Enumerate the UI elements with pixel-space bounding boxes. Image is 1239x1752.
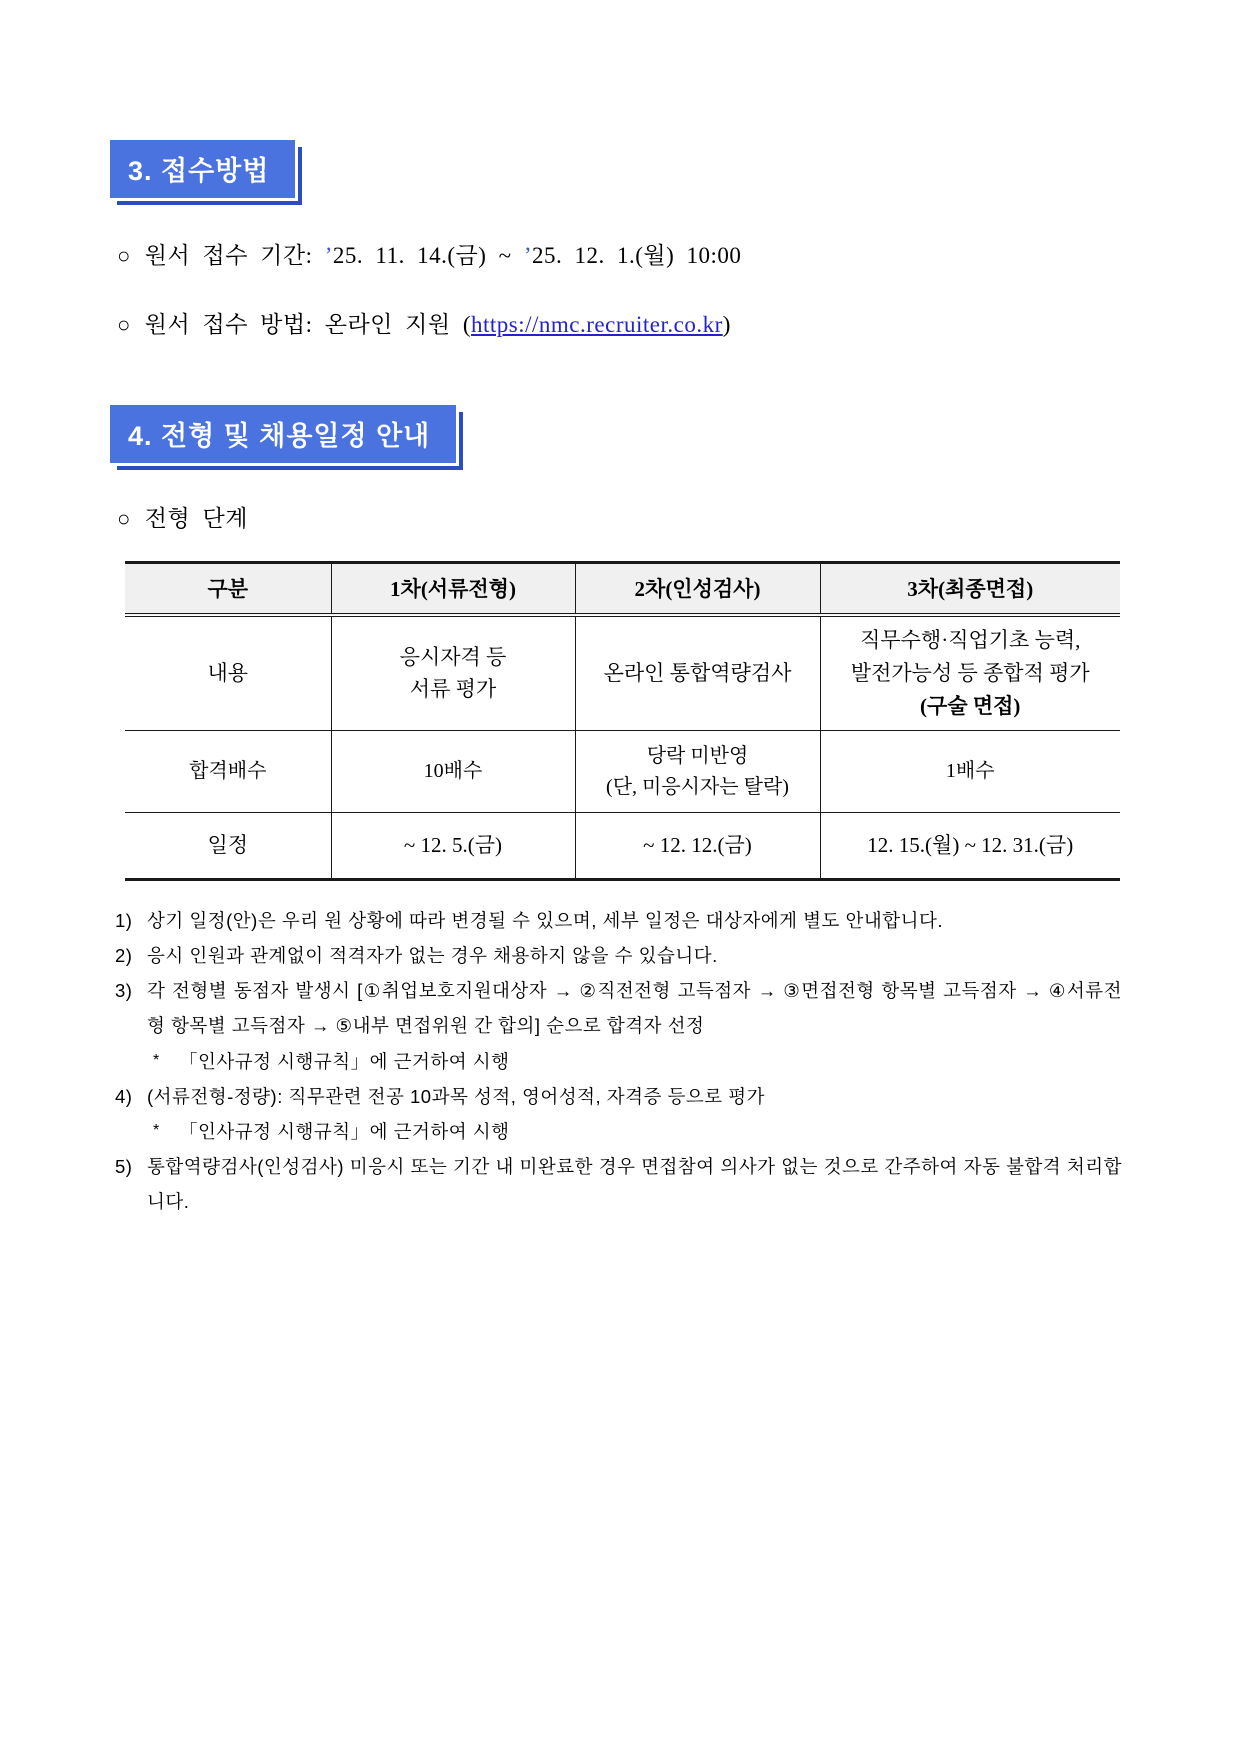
- apostrophe: ’: [523, 243, 532, 268]
- table-row-schedule: [125, 813, 1120, 880]
- column-header-round2: 2차(인성검사): [575, 563, 820, 615]
- section-3-title: 3. 접수방법: [128, 156, 270, 186]
- footnote-3-sub: [153, 1044, 1122, 1079]
- footnote-text: 각 전형별 동점자 발생시 [①취업보호지원대상자 → ②직전전형 고득점자 → ③면접전형 항목별 고득점자 → ④서류전형 항목별 고득점자 → ⑤내부 면접위원 간 합의] 순으로 합격자 선정: [147, 980, 1122, 1037]
- footnote-5: [115, 1149, 1122, 1219]
- section-4-title-box: [110, 405, 456, 463]
- footnote-marker: 3): [115, 980, 133, 1002]
- selection-stage-text: 전형 단계: [144, 506, 248, 531]
- row-label: 내용: [125, 615, 331, 731]
- apostrophe: ’: [324, 243, 333, 268]
- footnote-marker: 2): [115, 945, 133, 967]
- footnotes-block: [115, 903, 1122, 1219]
- selection-stage-line: [117, 500, 1122, 533]
- circle-bullet-icon: ○: [117, 243, 131, 268]
- column-header-category: 구분: [125, 563, 331, 615]
- footnote-3: [115, 973, 1122, 1043]
- section-3-title-box: [110, 140, 295, 198]
- footnote-2: [115, 938, 1122, 973]
- content-round2-cell: 온라인 통합역량검사: [575, 615, 820, 731]
- column-header-round3: 3차(최종면접): [820, 563, 1120, 615]
- footnote-text: (서류전형-정량): 직무관련 전공 10과목 성적, 영어성적, 자격증 등으로 평가: [147, 1085, 765, 1107]
- ratio-round1-cell: 10배수: [331, 731, 575, 813]
- ratio-round3-cell: 1배수: [820, 731, 1120, 813]
- ratio-round2-cell: 당락 미반영 (단, 미응시자는 탈락): [575, 731, 820, 813]
- footnote-marker: 5): [115, 1155, 133, 1177]
- application-period-text: 원서 접수 기간: ’25. 11. 14.(금) ~ ’25. 12. 1.(월) 10:00: [144, 243, 742, 268]
- footnote-1: [115, 903, 1122, 938]
- table-row-content: [125, 615, 1120, 731]
- footnote-sub-text: 「인사규정 시행규칙」에 근거하여 시행: [179, 1120, 510, 1142]
- footnote-marker: 4): [115, 1085, 133, 1107]
- content-round1-cell: 응시자격 등 서류 평가: [331, 615, 575, 731]
- column-header-round1: 1차(서류전형): [331, 563, 575, 615]
- selection-schedule-table: [125, 561, 1120, 881]
- footnote-4: [115, 1079, 1122, 1114]
- footnote-sub-text: 「인사규정 시행규칙」에 근거하여 시행: [179, 1050, 510, 1072]
- schedule-round1-cell: ~ 12. 5.(금): [331, 813, 575, 880]
- circle-bullet-icon: ○: [117, 312, 131, 337]
- section-4-title: 4. 전형 및 채용일정 안내: [128, 421, 431, 451]
- star-marker: *: [153, 1121, 160, 1139]
- footnote-4-sub: [153, 1114, 1122, 1149]
- row-label: 일정: [125, 813, 331, 880]
- footnote-text: 상기 일정(안)은 우리 원 상황에 따라 변경될 수 있으며, 세부 일정은 대상자에게 별도 안내합니다.: [147, 910, 944, 931]
- footnote-text: 통합역량검사(인성검사) 미응시 또는 기간 내 미완료한 경우 면접참여 의사가 없는 것으로 간주하여 자동 불합격 처리합니다.: [147, 1155, 1122, 1213]
- footnote-marker: 1): [115, 910, 133, 931]
- table-header-row: [125, 563, 1120, 615]
- application-period-line: [117, 237, 1122, 270]
- application-method-line: [117, 306, 1122, 339]
- application-method-text: 원서 접수 방법: 온라인 지원 (https://nmc.recruiter.co.kr): [144, 312, 731, 337]
- table-row-pass-ratio: [125, 731, 1120, 813]
- schedule-round2-cell: ~ 12. 12.(금): [575, 813, 820, 880]
- circle-bullet-icon: ○: [117, 506, 131, 531]
- content-round3-cell: 직무수행·직업기초 능력, 발전가능성 등 종합적 평가 (구술 면접): [820, 615, 1120, 731]
- star-marker: *: [153, 1051, 160, 1069]
- footnote-text: 응시 인원과 관계없이 적격자가 없는 경우 채용하지 않을 수 있습니다.: [147, 945, 718, 967]
- row-label: 합격배수: [125, 731, 331, 813]
- application-url-link[interactable]: https://nmc.recruiter.co.kr: [471, 312, 723, 337]
- schedule-round3-cell: 12. 15.(월) ~ 12. 31.(금): [820, 813, 1120, 880]
